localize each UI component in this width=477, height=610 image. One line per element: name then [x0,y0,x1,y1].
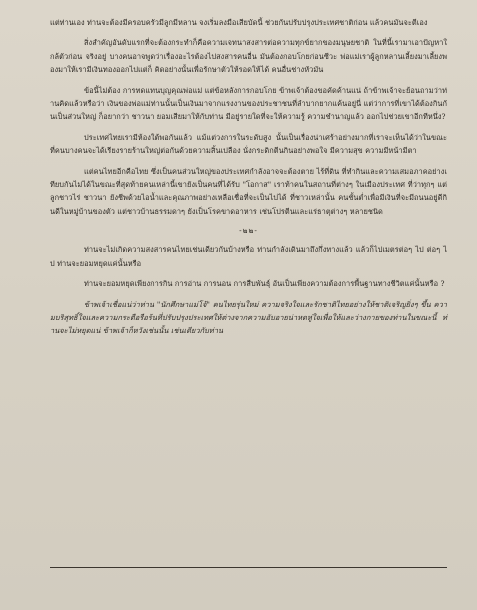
paragraph-6: ท่านจะไม่เกิดความสงสารคนไทยเช่นเดียวกันบ้างหรือ ท่านกำลังเดินมาถึงกึ่งทางแล้ว แล้วก็ไปเมตรต่อๆ ไป ต่อๆ ไป ท่านจะยอมหยุดแค่นั้นหรือ [50,245,447,268]
paragraph-1: แต่ท่านเอง ท่านจะต้องมีครอบครัวมีลูกมีหลาน จงเริ่มลงมือเสียบัดนี้ ช่วยกันปรับปรุงประเทศชาติก่อน แล้วคนมันจะตีเอง [50,18,428,27]
footer-rule [50,567,447,568]
paragraph-7: ท่านจะยอมหยุดเพียงการกิน การอ่าน การนอน การสืบพันธุ์ อันเป็นเพียงความต้องการพื้นฐานทางชีวิตแค่นั้นหรือ ? [84,279,445,289]
paragraph-3: ข้อนี้ไม่ต้อง การทดแทนบุญคุณพ่อแม่ แต่ข้อหลังการกอบโกย ข้าพเจ้าต้องขอคัดค้านแน่ ถ้าข้าพเจ้าจะย้อนถามว่าท่านคิดแล้วหรือว่า เงินของพ่อแม่ท่านนั้นเป็นเงินมาจากแรงงานของประชาชนที่ลำบากยากแค้นอยู่นี่ แต่ว่าการที่เขาได้ต้องกินกันเป็นส่วนใหญ่ ก็อยากว่า ชาวนา ยอมเสียมาให้กับท่าน มีอยู่รายใดที่จะให้ความรู้ ความชำนาญแล้ว ออกไปช่วยเขาอีกทีหนึ่ง? [50,85,447,122]
paragraph-5: แต่คนไทยอีกคือไทย ซึ่งเป็นคนส่วนใหญ่ของประเทศกำลังอาจจะต้องตาย ไร้ที่ดิน ที่ทำกินและความเสมอภาคอย่างเทียบกันไม่ได้ในขณะที่สุดท้ายคนเหล่านี้เขายังเป็นคนที่ได้รับ "โอกาส" เราท้าคนในสถานที่ต่างๆ ในเมืองประเทศ ที่ว่าทุกๆ แต่ลูกชาวไร่ ชาวนา ยังชีพด้วยไอน้ำและคุณภาพอย่างเหลือเชื่อที่จะเป็นไปได้ ที่ชาวเหล่านั้น คนชั้นต่ำเพื่อมีเงินที่จะมีถนนอยู่ดีกินดีในหมู่บ้านของตัว แต่ชาวบ้านธรรมดาๆ ยังเป็นโรคขาดอาหาร เช่นโปรตีนและแร่ธาตุต่างๆ หลายชนิด [50,166,447,216]
section-divider-mark: -๒๒- [239,226,258,236]
paragraph-2: สิ่งสำคัญอันดับแรกที่จะต้องกระทำก็คือความเจทนาสงสารต่อความทุกข์ยากของมนุษยชาติ ในที่นี้เรามาเอาปัญหาใกล้ตัวก่อน จริงอยู่ บางคนอาจพูดว่าเรื่องอะไรต้องไปสงสารคนอื่น มันต้องกอบโกยก่อนซีวะ พ่อแม่เราผู้ลูกหลานเลี้ยงมาเลี้ยงพองมาให้เรามีเงินทองออกไปแต่ก็ คิดอย่างนั้นเพื่อรักษาตัวให้รอดให้ได้ คนอื่นช่างหัวมัน [50,38,447,75]
paragraph-4: ประเทศไทยเรามีห้องใต้พอกันแล้ว แม้แต่วงการในระดับสูง นั้นเป็นเรื่องน่าเศร้าอย่างมากที่เราจะเห็นได้ว่าในขณะที่คนบางคนจะได้เรียงรายร้านใหญ่ต่อกันด้วยความสิ้นเปลือง นั่งกระดิกตีนกินอย่างพอใจ มีความสุข ความมีหน้ามีตา [50,132,447,156]
paragraph-8: ข้าพเจ้าเชื่อแน่ว่าท่าน "นักศึกษาแม่โจ้" คนไทยรุ่นใหม่ ความจริงใจและรักชาติไทยอย่างให้ชาติเจริญยิ่งๆ ขึ้น ความบริสุทธิ์ใจและความกระตือรือร้นที่ปรับปรุงประเทศให้ต่างจากความอับอายน่าหดหู่ใจเพื่อให้และว่างกายของท่านในขณะนี้ ท่านจะไม่หยุดแน่ ข้าพเจ้าก็หวังเช่นนั้น เช่นเดียวกับท่าน [50,299,447,336]
